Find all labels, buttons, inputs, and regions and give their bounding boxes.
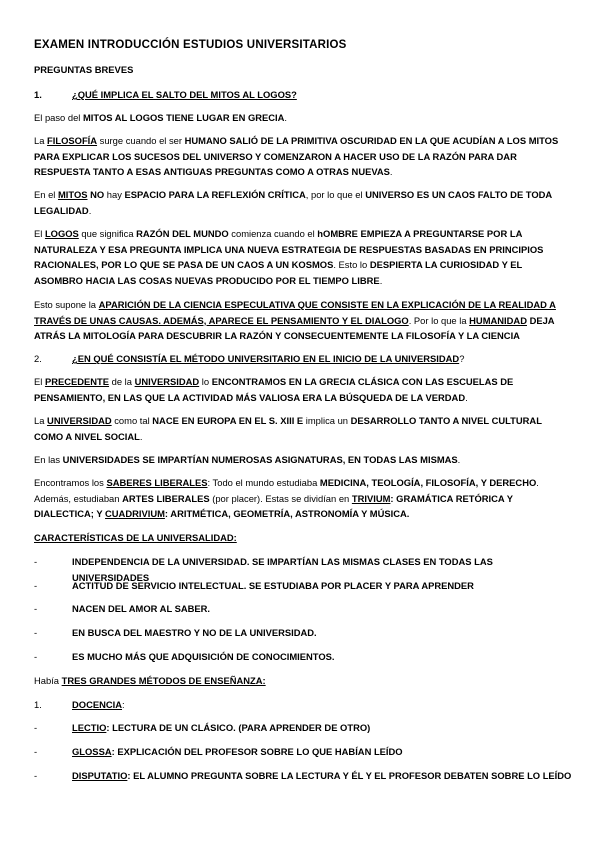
list-item: ACTITUD DE SERVICIO INTELECTUAL. SE ESTUDIABA POR PLACER Y PARA APRENDER: [72, 580, 474, 591]
list-item: ES MUCHO MÁS QUE ADQUISICIÓN DE CONOCIMIENTOS.: [72, 651, 335, 662]
list-bullet: -: [34, 770, 38, 781]
list-item: DISPUTATIO: EL ALUMNO PREGUNTA SOBRE LA LECTURA Y ÉL Y EL PROFESOR DEBATEN SOBRE LO LEÍDO: [72, 770, 572, 781]
question-2-number: 2.: [34, 353, 42, 364]
paragraph-5: Esto supone la APARICIÓN DE LA CIENCIA ESPECULATIVA QUE CONSISTE EN LA EXPLICACIÓN DE LA REALIDAD A TRAVÉS DE UNAS CAUSAS. ADEMÁS, APARECE EL PENSAMIENTO Y EL DIALOGO. Por lo que la HUMANIDAD DEJA ATRÁS LA MITOLOGÍA PARA DESCUBRIR LA RAZÓN Y CONSECUENTEMENTE LA FILOSOFÍA Y LA CIENCIA: [34, 299, 556, 342]
paragraph-9: Encontramos los SABERES LIBERALES: Todo el mundo estudiaba MEDICINA, TEOLOGÍA, FILOSOFÍA, Y DERECHO. Además, estudiaban ARTES LIBERALES (por placer). Estas se dividían en TRIVIUM: GRAMÁTICA RETÓRICA Y DIALECTICA; Y CUADRIVIUM: ARITMÉTICA, GEOMETRÍA, ASTRONOMÍA Y MÚSICA.: [34, 477, 539, 520]
list-bullet: -: [34, 722, 38, 733]
question-1-text: ¿QUÉ IMPLICA EL SALTO DEL MITOS AL LOGOS?: [72, 89, 297, 100]
list-bullet: -: [34, 627, 38, 638]
list-item: GLOSSA: EXPLICACIÓN DEL PROFESOR SOBRE LO QUE HABÍAN LEÍDO: [72, 746, 403, 757]
list-item: EN BUSCA DEL MAESTRO Y NO DE LA UNIVERSIDAD.: [72, 627, 317, 638]
list-bullet: -: [34, 746, 38, 757]
characteristics-heading: CARACTERÍSTICAS DE LA UNIVERSALIDAD:: [34, 532, 237, 543]
methods-intro: Había TRES GRANDES MÉTODOS DE ENSEÑANZA:: [34, 675, 266, 686]
list-bullet: -: [34, 556, 38, 567]
question-2-text: ¿EN QUÉ CONSISTÍA EL MÉTODO UNIVERSITARIO EN EL INICIO DE LA UNIVERSIDAD?: [72, 353, 465, 364]
list-bullet: -: [34, 580, 38, 591]
document-title: EXAMEN INTRODUCCIÓN ESTUDIOS UNIVERSITARIOS: [34, 39, 347, 51]
list-item: INDEPENDENCIA DE LA UNIVERSIDAD. SE IMPARTÍAN LAS MISMAS CLASES EN TODAS LAS UNIVERSIDADES: [72, 556, 493, 583]
docencia-label: DOCENCIA:: [72, 699, 125, 710]
paragraph-6: El PRECEDENTE de la UNIVERSIDAD lo ENCONTRAMOS EN LA GRECIA CLÁSICA CON LAS ESCUELAS DE PENSAMIENTO, EN LAS QUE LA ACTIVIDAD MÁS VALIOSA ERA LA BÚSQUEDA DE LA VERDAD.: [34, 376, 514, 403]
paragraph-4: El LOGOS que significa RAZÓN DEL MUNDO comienza cuando el hOMBRE EMPIEZA A PREGUNTARSE POR LA NATURALEZA Y ESA PREGUNTA IMPLICA UNA NUEVA ESTRATEGIA DE RESPUESTAS BASADAS EN PRINCIPIOS RACIONALES, POR LO QUE SE PASA DE UN CAOS A UN KOSMOS. Esto lo DESPIERTA LA CURIOSIDAD Y EL ASOMBRO HACIA LAS COSAS NUEVAS PRODUCIDO POR EL TIEMPO LIBRE.: [34, 228, 544, 286]
list-bullet: -: [34, 651, 38, 662]
paragraph-7: La UNIVERSIDAD como tal NACE EN EUROPA EN EL S. XIII E implica un DESARROLLO TANTO A NIVEL CULTURAL COMO A NIVEL SOCIAL.: [34, 415, 542, 442]
paragraph-3: En el MITOS NO hay ESPACIO PARA LA REFLEXIÓN CRÍTICA, por lo que el UNIVERSO ES UN CAOS FALTO DE TODA LEGALIDAD.: [34, 189, 552, 216]
paragraph-8: En las UNIVERSIDADES SE IMPARTÍAN NUMEROSAS ASIGNATURAS, EN TODAS LAS MISMAS.: [34, 454, 461, 465]
list-bullet: -: [34, 603, 38, 614]
section-subtitle: PREGUNTAS BREVES: [34, 64, 134, 75]
question-1-number: 1.: [34, 89, 42, 100]
list-item: NACEN DEL AMOR AL SABER.: [72, 603, 211, 614]
docencia-number: 1.: [34, 699, 42, 710]
list-item: LECTIO: LECTURA DE UN CLÁSICO. (PARA APRENDER DE OTRO): [72, 722, 371, 733]
paragraph-2: La FILOSOFÍA surge cuando el ser HUMANO SALIÓ DE LA PRIMITIVA OSCURIDAD EN LA QUE ACUDÍAN A LOS MITOS PARA EXPLICAR LOS SUCESOS DEL UNIVERSO Y COMENZARON A HACER USO DE LA RAZÓN PARA DAR RESPUESTA TANTO A ESAS ANTIGUAS PREGUNTAS COMO A OTRAS NUEVAS.: [34, 135, 559, 178]
paragraph-1: El paso del MITOS AL LOGOS TIENE LUGAR EN GRECIA.: [34, 112, 288, 123]
